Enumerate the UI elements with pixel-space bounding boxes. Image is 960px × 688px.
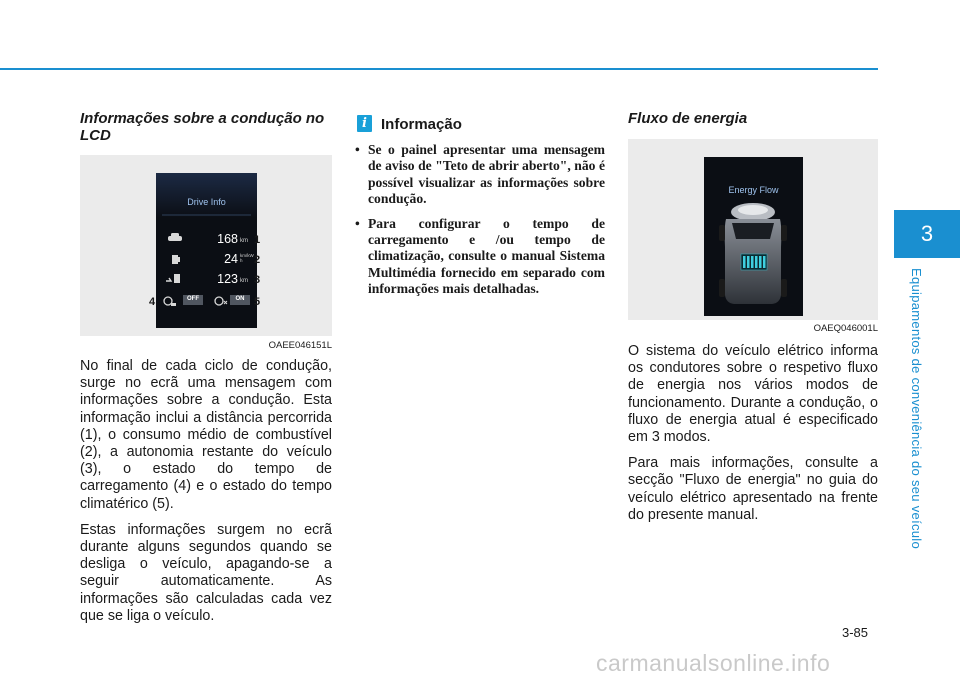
trip-distance-value: 168: [217, 232, 238, 246]
chapter-label: Equipamentos de conveniência do seu veículo: [909, 268, 924, 550]
callout-2: 2: [254, 254, 261, 266]
callout-5: 5: [254, 296, 261, 308]
info-item: [355, 142, 605, 208]
left-body: [80, 358, 332, 634]
screen-title: Drive Info: [187, 197, 226, 207]
callout-4: 4: [149, 296, 156, 308]
charge-timer-icon: [164, 297, 176, 306]
left-paragraph-2: Estas informações surgem no ecrã durante alguns segundos quando se desliga o veículo, apagando-se a seguir automaticamente. As informações são calculadas cada vez que se liga o veículo.: [80, 521, 332, 624]
car-icon: [168, 233, 182, 241]
range-unit: km: [240, 278, 248, 284]
bullet: •: [355, 142, 360, 157]
section-heading-energy-flow: Fluxo de energia: [628, 110, 748, 127]
chapter-tab: 3: [894, 210, 960, 258]
info-item: [355, 216, 605, 298]
avg-consumption-unit: km/kWh: [240, 253, 254, 263]
energy-flow-figure: [628, 139, 878, 320]
figure-caption-right: OAEQ046001L: [813, 323, 878, 334]
watermark: carmanualsonline.info: [596, 650, 831, 676]
energy-flow-car-graphic: [704, 157, 803, 316]
info-title: Informação: [381, 116, 462, 133]
right-paragraph-2: Para mais informações, consulte a secção "Fluxo de energia" no guia do veículo elétrico apresentado na frente do presente manual.: [628, 455, 878, 523]
info-item-text: Para configurar o tempo de carregamento e /ou tempo de climatização, consulte o manual Sistema Multimédia fornecido em separado com informações mais detalhadas.: [368, 215, 605, 297]
right-body: [628, 343, 878, 533]
avg-consumption-value: 24: [224, 252, 238, 266]
callout-1: 1: [254, 234, 261, 246]
figure-caption-left: OAEE046151L: [268, 340, 332, 351]
section-heading-lcd-drive-info: Informações sobre a condução no LCD: [80, 110, 325, 144]
info-item-text: Se o painel apresentar uma mensagem de aviso de "Teto de abrir aberto", não é possível visualizar as informações sobre condução.: [368, 142, 605, 207]
info-list: [355, 142, 605, 306]
energy-flow-screen-title: Energy Flow: [728, 185, 779, 195]
trip-distance-unit: km: [240, 238, 248, 244]
drive-info-figure: [80, 155, 332, 336]
fuel-pump-icon: [172, 255, 180, 264]
info-icon: i: [357, 115, 372, 132]
range-icon: [166, 274, 180, 283]
callout-3: 3: [254, 274, 261, 286]
right-paragraph-1: O sistema do veículo elétrico informa os condutores sobre o respetivo fluxo de energia nos vários modos de funcionamento. Durante a condução, o fluxo de energia atual é especificado em 3 modos.: [628, 343, 878, 446]
climate-timer-icon: [215, 297, 227, 305]
climate-on-label: ON: [235, 296, 245, 302]
page-number: 3-85: [842, 625, 869, 640]
left-paragraph-1: No final de cada ciclo de condução, surge no ecrã uma mensagem com informações sobre a condução. Esta informação inclui a distância percorrida (1), o consumo médio de combustível (2), a autonomia restante do veículo (3), o estado do tempo de carregamento (4) e o estado do tempo climatérico (5).: [80, 358, 332, 512]
range-value: 123: [217, 272, 238, 286]
charge-off-label: OFF: [187, 296, 199, 302]
drive-info-screen: [156, 173, 257, 328]
top-rule: [0, 68, 878, 70]
energy-flow-screen: [704, 157, 803, 316]
bullet: •: [355, 215, 360, 231]
battery-icon: [741, 254, 767, 270]
